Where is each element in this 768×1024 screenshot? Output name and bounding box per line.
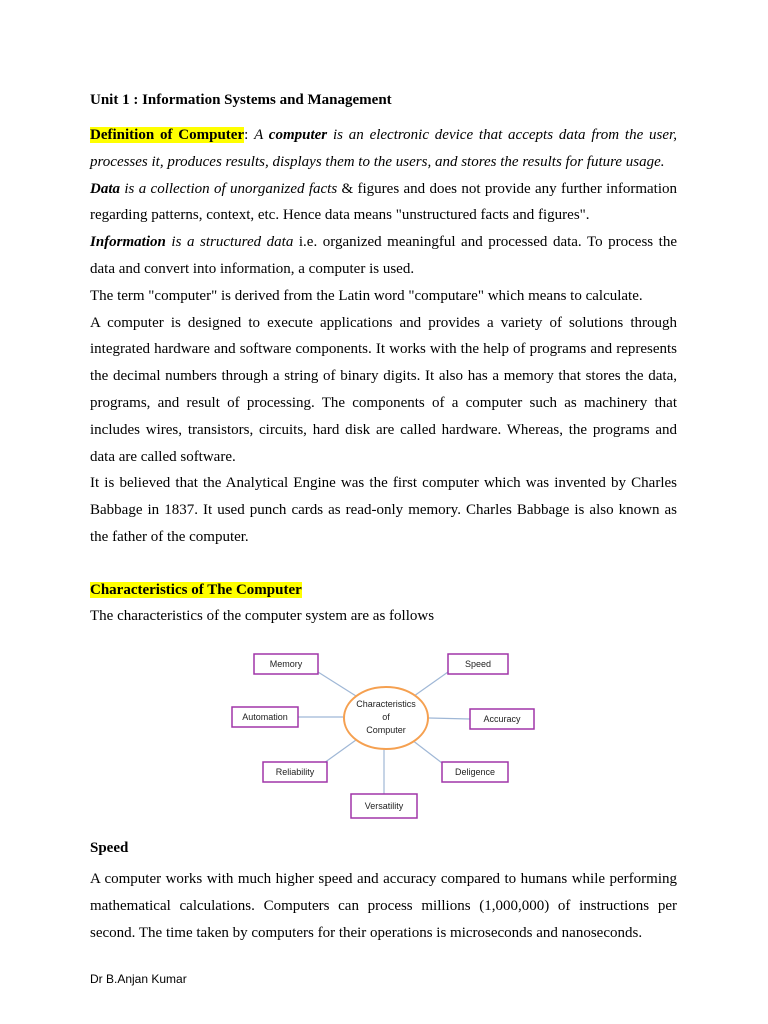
center-line-1: Characteristics [356,699,416,709]
definition-heading: Definition of Computer [90,127,245,143]
footer-author: Dr B.Anjan Kumar [90,972,187,986]
computer-term: computer [268,127,328,143]
connector-reliability [324,740,356,763]
connector-accuracy [429,718,470,719]
node-automation: Automation [242,712,288,722]
characteristics-diagram [226,646,542,822]
speed-heading: Speed [90,840,129,856]
characteristics-heading: Characteristics of The Computer [90,582,302,598]
connector-speed [414,672,448,696]
information-term: Information [90,234,166,251]
node-accuracy: Accuracy [483,714,521,724]
history-paragraph: It is believed that the Analytical Engine was the first computer which was invented by Charles Babbage in 1837. It used punch cards as read-only memory. Charles Babbage is also known as the father of the computer. [90,475,677,545]
node-versatility: Versatility [364,801,404,811]
node-speed: Speed [464,659,492,669]
term-paragraph: The term "computer" is derived from the Latin word "computare" which means to calculate. [90,287,643,304]
node-reliability: Reliability [275,767,315,777]
intro-body [90,122,677,551]
characteristics-intro: The characteristics of the computer system are as follows [90,608,435,624]
center-line-3: Computer [366,725,406,735]
unit-title: Unit 1 : Information Systems and Management [90,92,392,108]
definition-paragraph: Definition of Computer: A computer is an electronic device that accepts data from the user, processes it, produces results, displays them to the users, and stores the results for future usage. [90,127,677,170]
connector-memory [318,672,356,696]
design-paragraph: A computer is designed to execute applications and provides a variety of solutions through integrated hardware and software components. It works with the help of programs and represents the decimal numbers through a string of binary digits. It also has a memory that stores the data, programs, and result of processing. The components of a computer such as machinery that includes wires, transistors, circuits, hard disk are called hardware. Whereas, the programs and data are called software. [90,314,677,465]
diagram-svg [226,646,542,822]
speed-paragraph: A computer works with much higher speed and accuracy compared to humans while performing mathematical calculations. Computers can process millions (1,000,000) of instructions per second. The time taken by computers for their operations is microseconds and nanoseconds. [90,871,677,941]
data-term: Data [90,180,120,197]
node-deligence: Deligence [454,767,496,777]
connector-deligence [412,740,442,763]
data-paragraph: Data is a collection of unorganized facts & figures and does not provide any further information regarding patterns, context, etc. Hence data means "unstructured facts and figures". [90,180,677,224]
node-memory: Memory [269,659,303,669]
information-paragraph: Information is a structured data i.e. organized meaningful and processed data. To process the data and convert into information, a computer is used. [90,234,677,277]
center-line-2: of [382,712,390,722]
